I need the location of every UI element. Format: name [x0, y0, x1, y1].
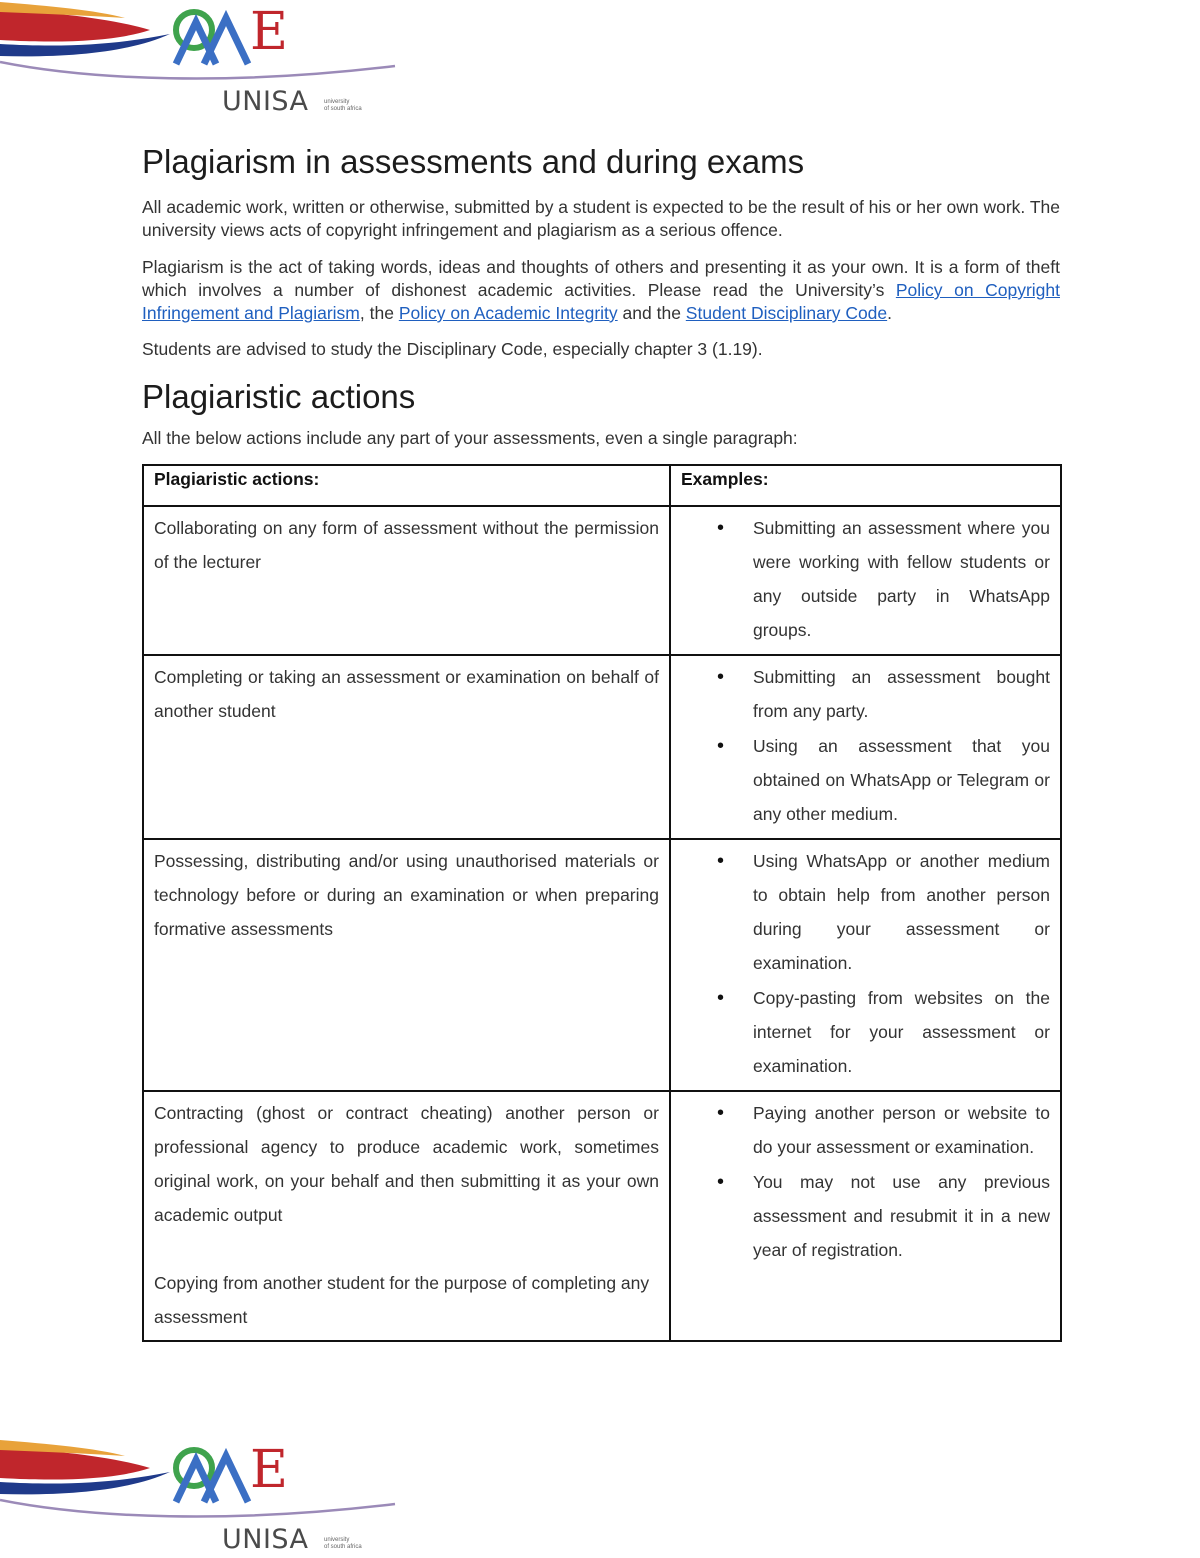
unisa-subtitle: university of south africa: [324, 1537, 362, 1550]
list-item: • Submitting an assessment where you were working with fellow students or any outside party in WhatsApp groups.: [753, 511, 1050, 647]
table-row: [143, 839, 1061, 1091]
document-body: [142, 140, 1060, 1342]
list-item: • Using an assessment that you obtained on WhatsApp or Telegram or any other medium.: [753, 729, 1050, 831]
action-cell: Completing or taking an assessment or examination on behalf of another student: [143, 655, 670, 839]
table-row: [143, 506, 1061, 655]
intro-paragraph: All academic work, written or otherwise, submitted by a student is expected to be the result of his or her own work. The university views acts of copyright infringement and plagiarism as a serious offence.: [142, 197, 1060, 240]
header-actions: Plagiaristic actions:: [143, 465, 670, 506]
action-cell: [143, 1091, 670, 1341]
table-header-row: [143, 465, 1061, 506]
list-item: • You may not use any previous assessment and resubmit it in a new year of registration.: [753, 1165, 1050, 1267]
header-examples: Examples:: [670, 465, 1061, 506]
section-title: Plagiaristic actions: [142, 378, 416, 415]
section-intro: All the below actions include any part of your assessments, even a single paragraph:: [142, 428, 798, 448]
unisa-subtitle: university of south africa: [324, 99, 362, 112]
table-row: [143, 1091, 1061, 1341]
list-item: • Submitting an assessment bought from any party.: [753, 660, 1050, 728]
student-disciplinary-code-link[interactable]: Student Disciplinary Code: [685, 303, 888, 323]
list-item: • Copy-pasting from websites on the internet for your assessment or examination.: [753, 981, 1050, 1083]
action-cell: Possessing, distributing and/or using unauthorised materials or technology before or during an examination or when preparing formative assessments: [143, 839, 670, 1091]
list-item: • Using WhatsApp or another medium to obtain help from another person during your assessment or examination.: [753, 844, 1050, 980]
examples-cell: [670, 655, 1061, 839]
definition-paragraph: Plagiarism is the act of taking words, ideas and thoughts of others and presenting it as your own. It is a form of theft which involves a number of dishonest academic activities. Please read the University’s Policy on Copyright Infringement and Plagiarism, the Policy on Academic Integrity and the Student Disciplinary Code.: [142, 257, 1060, 323]
logo-e: E: [250, 1440, 288, 1500]
table-row: [143, 655, 1061, 839]
footer-logo: [0, 1438, 400, 1558]
unisa-wordmark: UNISA: [222, 1524, 309, 1555]
examples-cell: [670, 839, 1061, 1091]
policy-academic-integrity-link[interactable]: Policy on Academic Integrity: [398, 303, 618, 323]
action-text: Contracting (ghost or contract cheating) another person or professional agency to produce academic work, sometimes original work, on your behalf and then submitting it as your own academic output: [154, 1103, 659, 1225]
header-logo: [0, 0, 400, 120]
action-cell: Collaborating on any form of assessment without the permission of the lecturer: [143, 506, 670, 655]
examples-cell: [670, 1091, 1061, 1341]
unisa-wordmark: UNISA: [222, 86, 309, 117]
list-item: • Paying another person or website to do your assessment or examination.: [753, 1096, 1050, 1164]
plagiarism-table: [142, 464, 1062, 1342]
page-title: Plagiarism in assessments and during exams: [142, 143, 805, 180]
advice-paragraph: Students are advised to study the Disciplinary Code, especially chapter 3 (1.19).: [142, 339, 763, 359]
action-text-secondary: Copying from another student for the purpose of completing any assessment: [154, 1273, 650, 1327]
policy-copyright-link[interactable]: Policy on Copyright Infringement and Plagiarism: [142, 280, 1060, 323]
examples-cell: [670, 506, 1061, 655]
logo-e: E: [250, 2, 288, 62]
